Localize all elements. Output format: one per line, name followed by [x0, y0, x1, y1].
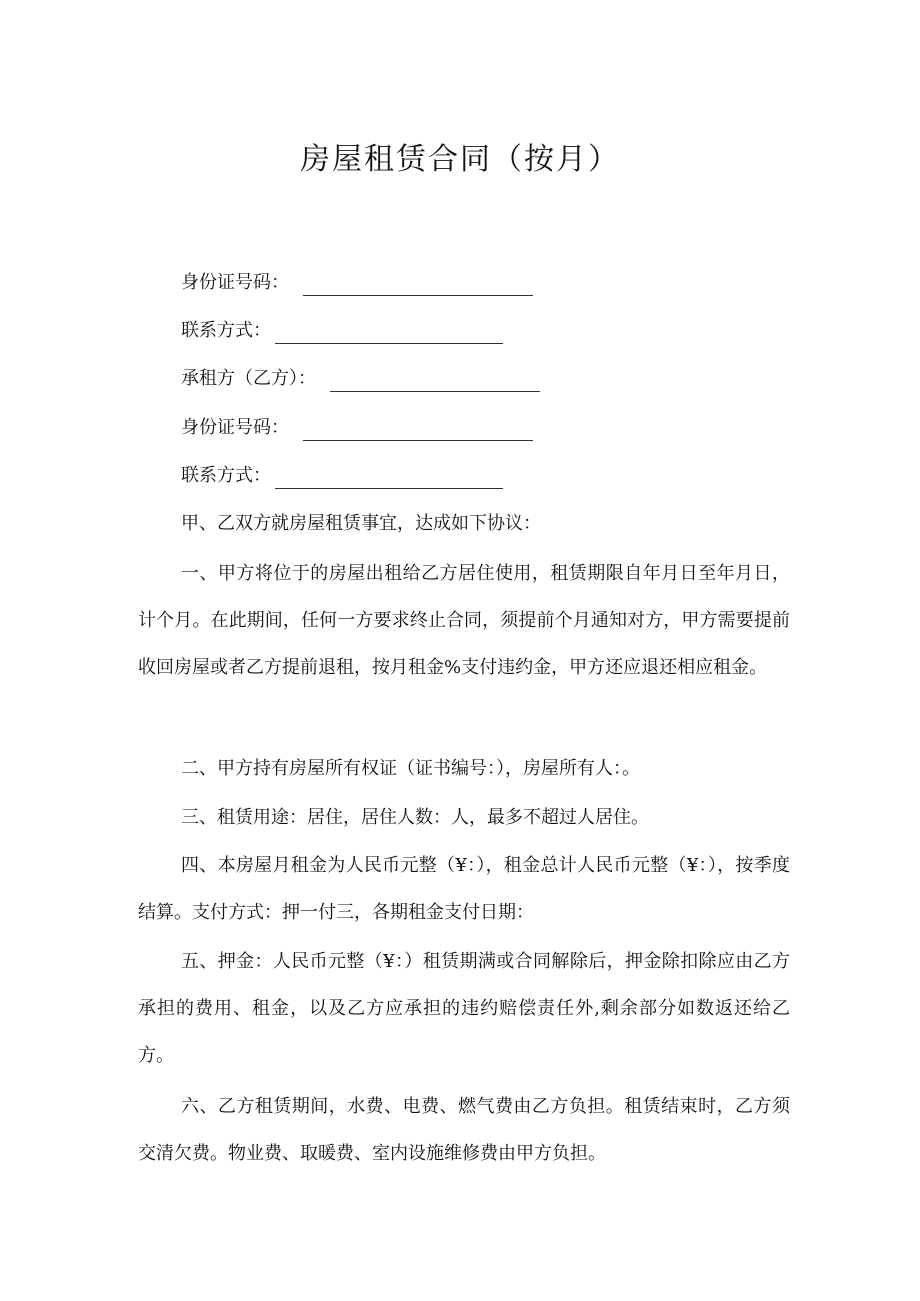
lessor-id-field	[181, 270, 533, 296]
blank-line	[330, 373, 540, 392]
clause-1: 一、甲方将位于的房屋出租给乙方居住使用，租赁期限自年月日至年月日，计个月。在此期间，任何一方要求终止合同，须提前个月通知对方，甲方需要提前收回房屋或者乙方提前退租，按月租金%支付违约金，甲方还应退还相应租金。	[138, 563, 790, 678]
field-label: 身份证号码：	[181, 417, 289, 438]
clause-3: 三、租赁用途：居住，居住人数：人，最多不超过人居住。	[181, 807, 649, 828]
clause-5: 五、押金：人民币元整（¥：）租赁期满或合同解除后，押金除扣除应由乙方承担的费用、租金，以及乙方应承担的违约赔偿责任外,剩余部分如数返还给乙方。	[138, 951, 790, 1066]
lessee-contact-field	[181, 463, 503, 489]
clause-4: 四、本房屋月租金为人民币元整（¥：），租金总计人民币元整（¥：），按季度结算。支付方式：押一付三，各期租金支付日期：	[138, 855, 790, 923]
agreement-intro: 甲、乙双方就房屋租赁事宜，达成如下协议：	[181, 513, 541, 534]
lessor-contact-field	[181, 318, 503, 344]
field-label: 联系方式：	[181, 320, 271, 341]
blank-line	[275, 325, 503, 344]
field-label: 联系方式：	[181, 465, 271, 486]
blank-line	[303, 277, 533, 296]
blank-line	[275, 470, 503, 489]
clause-6: 六、乙方租赁期间，水费、电费、燃气费由乙方负担。租赁结束时，乙方须交清欠费。物业费、取暖费、室内设施维修费由甲方负担。	[138, 1096, 790, 1164]
lessee-field	[181, 366, 540, 392]
blank-line	[303, 422, 533, 441]
document-title: 房屋租赁合同（按月）	[300, 142, 620, 177]
field-label: 承租方（乙方）：	[181, 368, 316, 389]
field-label: 身份证号码：	[181, 272, 289, 293]
lessee-id-field	[181, 415, 533, 441]
clause-2: 二、甲方持有房屋所有权证（证书编号：），房屋所有人：。	[181, 758, 640, 779]
